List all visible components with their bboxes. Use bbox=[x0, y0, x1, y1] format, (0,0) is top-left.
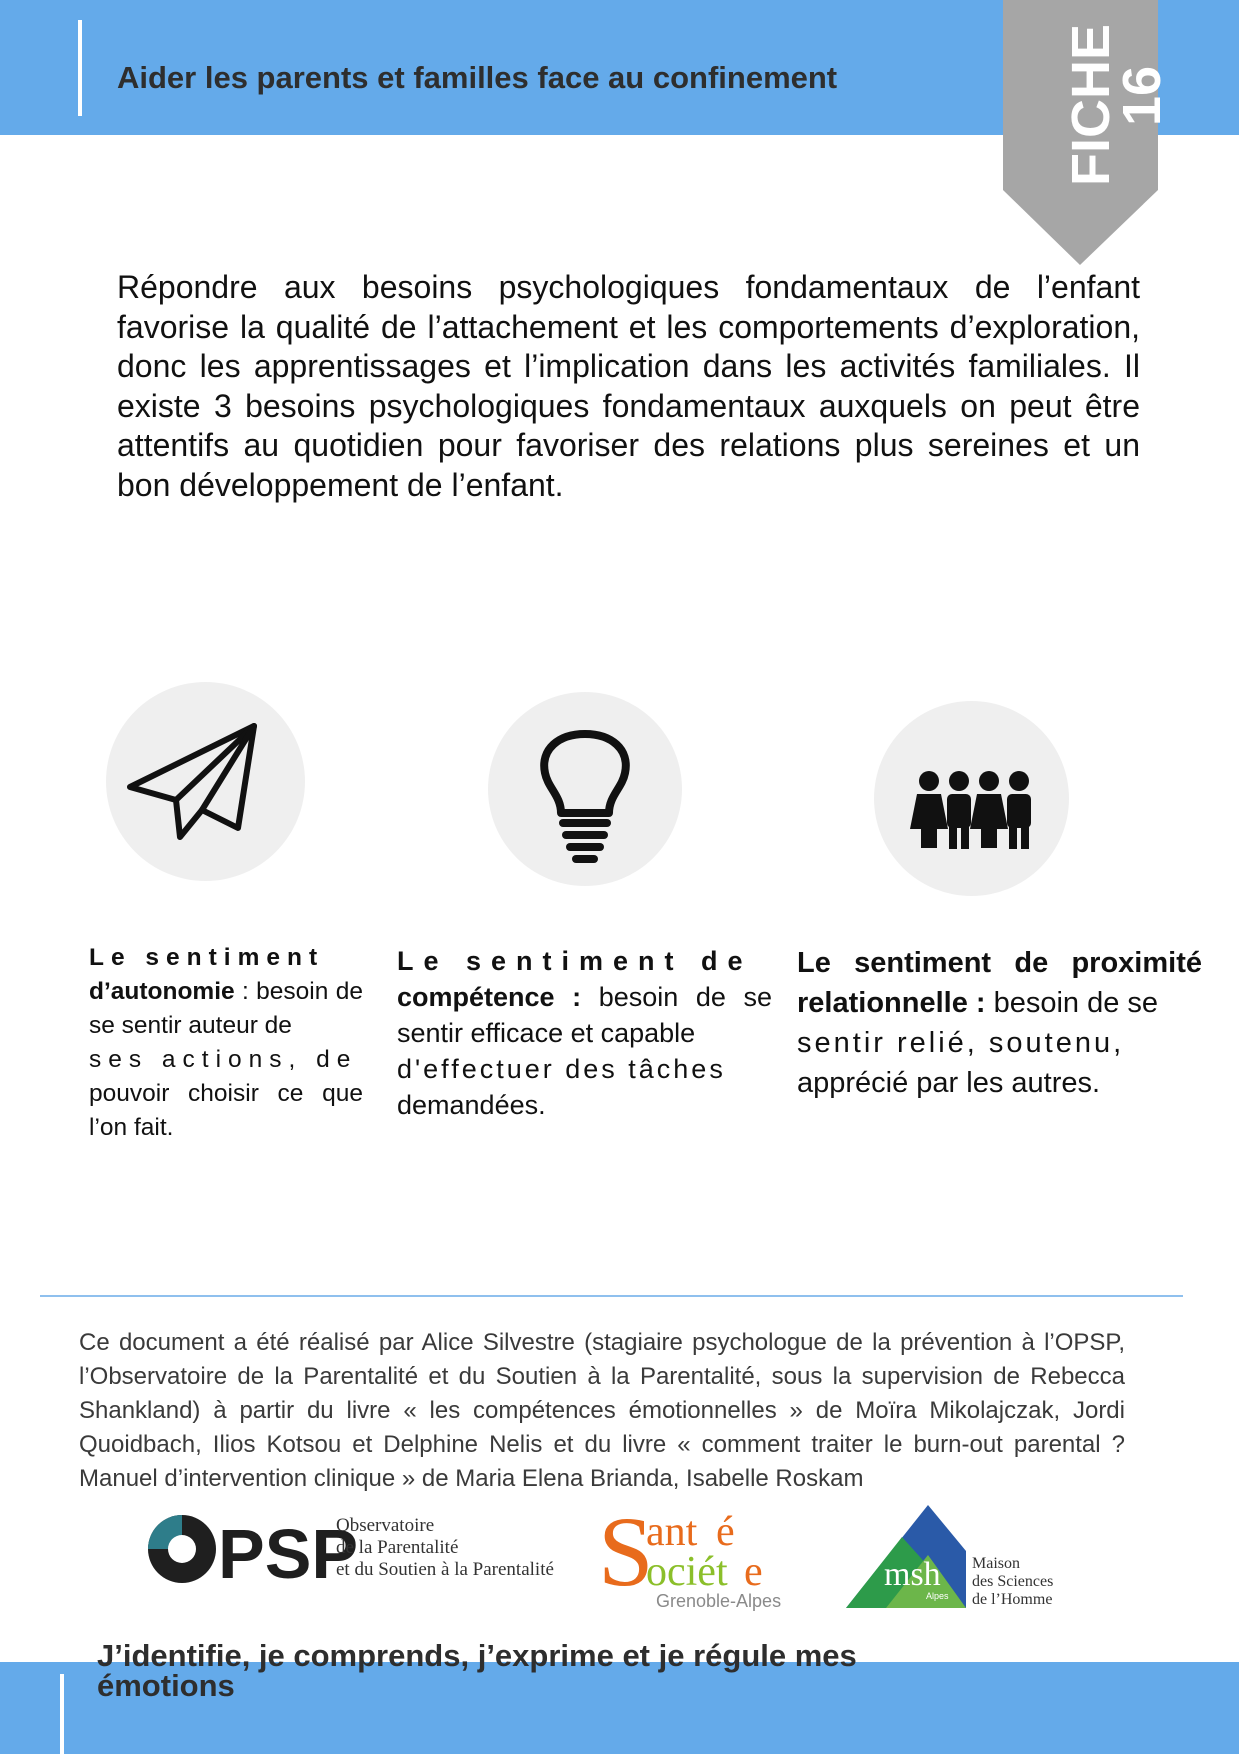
intro-paragraph: Répondre aux besoins psychologiques fondamentaux de l’enfant favorise la qualité de l’attachement et les comportements d’exploration, donc les apprentissages et l’implication dans les activités familiales. Il existe 3 besoins psychologiques fondamentaux auxquels on peut être attentifs au quotidien pour favoriser des relations plus sereines et un bon développement de l’enfant. bbox=[117, 269, 1140, 503]
msh-line-1: Maison bbox=[972, 1555, 1020, 1572]
need-autonomy-colon: : bbox=[234, 978, 249, 1005]
fiche-number: 16 bbox=[1112, 65, 1172, 126]
sante-societe-logo bbox=[598, 1497, 798, 1612]
sante-word: ant bbox=[646, 1509, 698, 1555]
need-relational-keyword: Le sentiment de proximité relationnelle : bbox=[797, 947, 1202, 1019]
need-autonomy bbox=[89, 941, 363, 1145]
competence-icon-circle bbox=[488, 692, 682, 886]
need-competence-text-end: demandées. bbox=[397, 1090, 546, 1120]
opsp-logo bbox=[148, 1506, 558, 1596]
msh-mark-text: msh bbox=[884, 1556, 941, 1593]
opsp-line-1: Observatoire bbox=[336, 1515, 435, 1536]
opsp-line-3: et du Soutien à la Parentalité bbox=[336, 1559, 554, 1580]
need-competence bbox=[397, 943, 772, 1123]
sante-big-s: S bbox=[598, 1496, 654, 1607]
need-competence-text: besoin de se sentir efficace et capable bbox=[397, 982, 772, 1048]
msh-line-3: de l’Homme bbox=[972, 1591, 1053, 1608]
msh-logo bbox=[846, 1505, 1096, 1610]
footer-accent-bar bbox=[60, 1674, 64, 1754]
credits-paragraph: Ce document a été réalisé par Alice Silvestre (stagiaire psychologue de la prévention à l’OPSP, l’Observatoire de la Parentalité et du Soutien à la Parentalité, sous la supervision de Rebecca Shankland) à partir du livre « les compétences émotionnelles » de Moïra Mikolajczak, Jordi Quoidbach, Ilios Kotsou et Delphine Nelis et du livre « comment traiter le burn-out parental ? Manuel d’intervention clinique » de Maria Elena Brianda, Isabelle Roskam bbox=[79, 1329, 1125, 1492]
need-competence-keyword: compétence : bbox=[397, 982, 582, 1012]
header-accent-bar bbox=[78, 20, 82, 116]
opsp-mark-icon bbox=[148, 1515, 216, 1583]
need-autonomy-text-end: pouvoir choisir ce que l’on fait. bbox=[89, 1080, 363, 1141]
people-icon bbox=[874, 701, 1069, 896]
need-relational-text-end: apprécié par les autres. bbox=[797, 1067, 1101, 1099]
msh-line-2: des Sciences bbox=[972, 1573, 1054, 1590]
autonomy-icon-circle bbox=[106, 682, 305, 881]
fiche-word: FICHE bbox=[1061, 24, 1121, 186]
need-competence-lead: Le sentiment de bbox=[397, 946, 753, 976]
need-relational-text-spaced: sentir relié, soutenu, bbox=[797, 1027, 1125, 1059]
opsp-mark-text: PSP bbox=[218, 1515, 359, 1593]
societe-word: ociét bbox=[646, 1549, 728, 1595]
need-autonomy-text: besoin de se sentir auteur de bbox=[89, 978, 363, 1039]
relational-icon-circle bbox=[874, 701, 1069, 896]
sante-subtitle: Grenoble-Alpes bbox=[656, 1591, 782, 1611]
need-autonomy-keyword: d’autonomie bbox=[89, 978, 235, 1005]
need-competence-text-spaced: d'effectuer des tâches bbox=[397, 1054, 726, 1084]
fiche-label bbox=[1007, 8, 1172, 198]
footer-title: J’identifie, je comprends, j’exprime et je régule mes émotions bbox=[97, 1638, 857, 1703]
msh-mark-sub: Alpes bbox=[926, 1591, 949, 1601]
opsp-line-2: de la Parentalité bbox=[336, 1537, 459, 1558]
need-autonomy-text-spaced: ses actions, de bbox=[89, 1046, 358, 1073]
lightbulb-icon bbox=[488, 692, 682, 886]
paper-plane-icon bbox=[106, 682, 305, 881]
need-relational bbox=[797, 943, 1202, 1103]
societe-end: e bbox=[744, 1549, 763, 1595]
need-autonomy-lead: Le sentiment bbox=[89, 944, 325, 971]
header-title: Aider les parents et familles face au confinement bbox=[117, 60, 838, 95]
sante-accent: é bbox=[716, 1509, 735, 1555]
need-relational-text: besoin de se bbox=[985, 987, 1159, 1019]
section-divider bbox=[40, 1295, 1183, 1297]
